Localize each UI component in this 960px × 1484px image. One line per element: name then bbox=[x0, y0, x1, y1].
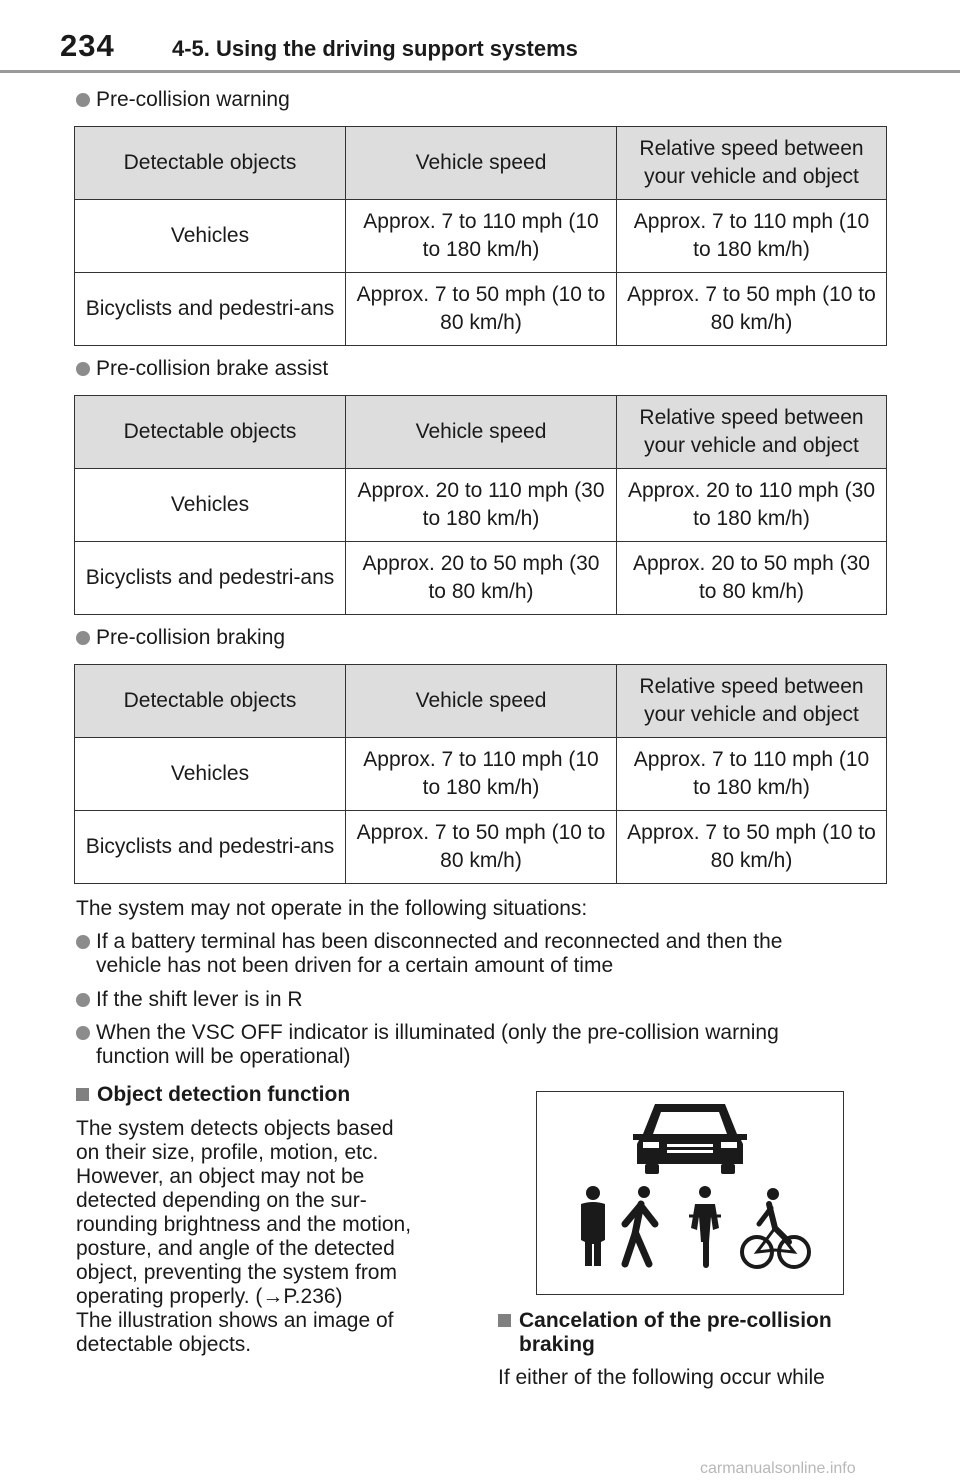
list-item: If the shift lever is in R bbox=[76, 988, 886, 1012]
car-icon bbox=[633, 1104, 747, 1174]
object-detection-heading: Object detection function bbox=[76, 1083, 350, 1107]
object-detection-body: The system detects objects based on their size, profile, motion, etc. However, an object may not be detected depending on the sur- rounding brightness and the motion, posture, and angle of the detected object, preventing the system from operating properly. (→P.236) The illustration shows an image of detectable objects. bbox=[76, 1117, 412, 1356]
bullet-icon bbox=[76, 993, 90, 1007]
table-cell: Approx. 7 to 110 mph (10 to 180 km/h) bbox=[617, 200, 887, 273]
spec-table-braking bbox=[74, 664, 887, 884]
not-operate-intro: The system may not operate in the following situations: bbox=[76, 897, 588, 920]
page-number: 234 bbox=[60, 28, 115, 63]
square-bullet-icon bbox=[498, 1314, 511, 1327]
cancelation-body: If either of the following occur while bbox=[498, 1366, 825, 1389]
table-cell: Approx. 20 to 110 mph (30 to 180 km/h) bbox=[346, 469, 617, 542]
table-cell: Bicyclists and pedestri-ans bbox=[75, 273, 346, 346]
column-header: Relative speed between your vehicle and object bbox=[617, 665, 887, 738]
list-item: When the VSC OFF indicator is illuminated (only the pre-collision warning function will be operational) bbox=[76, 1021, 886, 1069]
table-cell: Bicyclists and pedestri-ans bbox=[75, 811, 346, 884]
watermark: carmanualsonline.info bbox=[700, 1460, 856, 1477]
column-header: Relative speed between your vehicle and object bbox=[617, 127, 887, 200]
table-row bbox=[75, 273, 887, 346]
table-cell: Vehicles bbox=[75, 738, 346, 811]
table-cell: Approx. 7 to 110 mph (10 to 180 km/h) bbox=[617, 738, 887, 811]
bullet-icon bbox=[76, 631, 90, 645]
table-cell: Bicyclists and pedestri-ans bbox=[75, 542, 346, 615]
column-header: Vehicle speed bbox=[346, 396, 617, 469]
table-row bbox=[75, 738, 887, 811]
header-rule bbox=[0, 70, 960, 73]
page-header bbox=[0, 0, 960, 78]
section-title: 4-5. Using the driving support systems bbox=[172, 36, 578, 61]
table-cell: Vehicles bbox=[75, 200, 346, 273]
cancelation-heading: Cancelation of the pre-collision braking bbox=[498, 1309, 832, 1357]
table-cell: Approx. 7 to 110 mph (10 to 180 km/h) bbox=[346, 200, 617, 273]
table-heading-brake-assist: Pre-collision brake assist bbox=[76, 357, 328, 381]
bullet-icon bbox=[76, 93, 90, 107]
pedestrian-walking-icon bbox=[625, 1186, 655, 1264]
detectable-objects-illustration bbox=[536, 1091, 844, 1295]
table-cell: Approx. 20 to 50 mph (30 to 80 km/h) bbox=[617, 542, 887, 615]
table-cell: Approx. 7 to 50 mph (10 to 80 km/h) bbox=[617, 811, 887, 884]
table-header-row bbox=[75, 127, 887, 200]
table-cell: Approx. 20 to 50 mph (30 to 80 km/h) bbox=[346, 542, 617, 615]
table-cell: Approx. 7 to 50 mph (10 to 80 km/h) bbox=[346, 273, 617, 346]
table-cell: Approx. 7 to 50 mph (10 to 80 km/h) bbox=[617, 273, 887, 346]
table-row bbox=[75, 542, 887, 615]
column-header: Detectable objects bbox=[75, 127, 346, 200]
table-heading-braking: Pre-collision braking bbox=[76, 626, 285, 650]
bullet-icon bbox=[76, 1026, 90, 1040]
column-header: Vehicle speed bbox=[346, 665, 617, 738]
list-item: If a battery terminal has been disconnected and reconnected and then the vehicle has not been driven for a certain amount of time bbox=[76, 930, 886, 978]
cyclist-side-icon bbox=[742, 1188, 809, 1267]
table-cell: Approx. 7 to 50 mph (10 to 80 km/h) bbox=[346, 811, 617, 884]
bullet-icon bbox=[76, 935, 90, 949]
table-header-row bbox=[75, 665, 887, 738]
bullet-icon bbox=[76, 362, 90, 376]
table-heading-warning: Pre-collision warning bbox=[76, 88, 290, 112]
table-row bbox=[75, 469, 887, 542]
column-header: Detectable objects bbox=[75, 396, 346, 469]
table-cell: Approx. 7 to 110 mph (10 to 180 km/h) bbox=[346, 738, 617, 811]
table-cell: Approx. 20 to 110 mph (30 to 180 km/h) bbox=[617, 469, 887, 542]
table-cell: Vehicles bbox=[75, 469, 346, 542]
table-row bbox=[75, 200, 887, 273]
table-header-row bbox=[75, 396, 887, 469]
column-header: Vehicle speed bbox=[346, 127, 617, 200]
spec-table-brake-assist bbox=[74, 395, 887, 615]
column-header: Detectable objects bbox=[75, 665, 346, 738]
spec-table-warning bbox=[74, 126, 887, 346]
square-bullet-icon bbox=[76, 1088, 89, 1101]
column-header: Relative speed between your vehicle and object bbox=[617, 396, 887, 469]
cyclist-front-icon bbox=[689, 1186, 721, 1268]
table-row bbox=[75, 811, 887, 884]
pedestrian-standing-icon bbox=[581, 1186, 605, 1266]
